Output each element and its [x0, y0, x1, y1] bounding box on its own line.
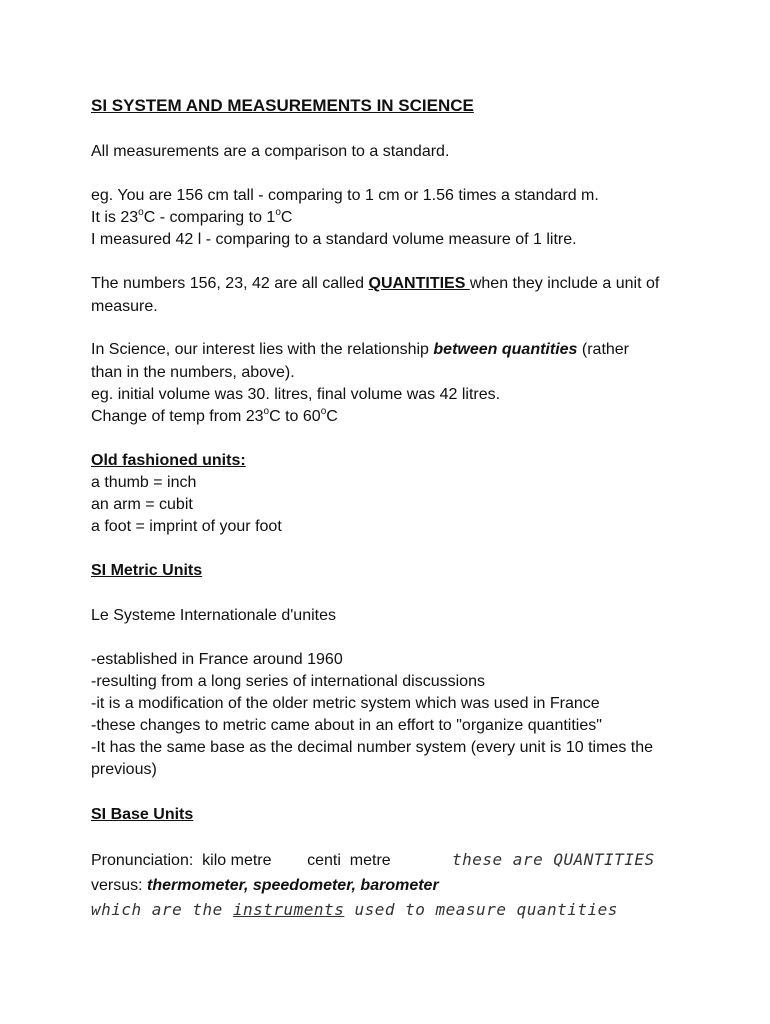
example-line-1: eg. You are 156 cm tall - comparing to 1 cm or 1.56 times a standard m.: [91, 187, 599, 204]
si-point: -it is a modification of the older metric system which was used in France: [91, 695, 600, 712]
page-title: SI SYSTEM AND MEASUREMENTS IN SCIENCE: [91, 96, 474, 115]
si-metric-heading: SI Metric Units: [91, 562, 203, 579]
old-unit-item: a foot = imprint of your foot: [91, 518, 282, 535]
example-line-3: I measured 42 l - comparing to a standard volume measure of 1 litre.: [91, 231, 577, 248]
relationship-line-1: In Science, our interest lies with the relationship between quantities (rather: [91, 341, 630, 358]
relationship-line-2: than in the numbers, above).: [91, 364, 295, 381]
si-name: Le Systeme Internationale d'unites: [91, 607, 336, 624]
versus-line: versus: thermometer, speedometer, barometer: [91, 877, 439, 894]
handwritten-note-quantities: these are QUANTITIES: [452, 850, 655, 869]
old-unit-item: a thumb = inch: [91, 474, 197, 491]
quantities-line-1: The numbers 156, 23, 42 are all called QUANTITIES when they include a unit of: [91, 275, 660, 292]
si-point: -It has the same base as the decimal number system (every unit is 10 times the: [91, 739, 654, 756]
quantities-line-2: measure.: [91, 298, 158, 315]
intro-text: All measurements are a comparison to a standard.: [91, 143, 450, 160]
old-unit-item: an arm = cubit: [91, 496, 193, 513]
si-point: -these changes to metric came about in an effort to "organize quantities": [91, 717, 602, 734]
pronunciation-line: Pronunciation: kilo metre centi metre: [91, 852, 391, 869]
relationship-line-4: Change of temp from 23$^o$C to 60$^o$C: [91, 405, 338, 425]
old-units-heading: Old fashioned units:: [91, 452, 246, 469]
si-point: -resulting from a long series of international discussions: [91, 673, 485, 690]
example-line-2: It is 23$^o$C - comparing to 1$^o$C: [91, 206, 293, 226]
si-base-heading: SI Base Units: [91, 806, 194, 823]
si-point: previous): [91, 761, 157, 778]
handwritten-note-instruments: which are the instruments used to measure quantities: [91, 900, 618, 919]
si-point: -established in France around 1960: [91, 651, 343, 668]
relationship-line-3: eg. initial volume was 30. litres, final volume was 42 litres.: [91, 386, 501, 403]
